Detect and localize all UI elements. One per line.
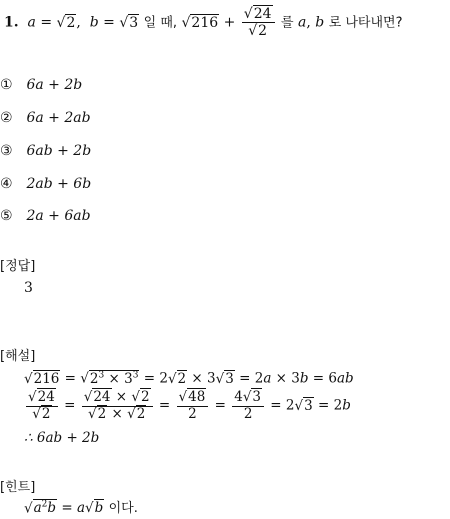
question-lead: 일 때,	[143, 15, 178, 31]
explanation-conclusion: ∴ 6ab + 2b	[24, 430, 100, 446]
question-tail: 를	[280, 15, 294, 31]
choice-expr: 2a + 6ab	[26, 208, 91, 224]
choice-mark: ②	[0, 110, 13, 126]
choice-expr: 6a + 2b	[26, 77, 83, 93]
choice-expr: 2ab + 6b	[26, 176, 92, 192]
choice-expr: 6ab + 2b	[26, 143, 92, 159]
choice-mark: ①	[0, 77, 13, 93]
choice-1[interactable]	[0, 77, 82, 93]
choice-expr: 6a + 2ab	[26, 110, 91, 126]
explanation-line-1: $√216 = √2^3 \times 3^3 = 2√2 \times 3√3 = 2a \times 3b = 6ab$	[24, 370, 354, 387]
hint-header: [힌트]	[0, 480, 36, 495]
question-number: 1.	[4, 14, 19, 31]
question-fraction: $\frac{√24}{√2}$	[242, 6, 275, 39]
choice-5[interactable]	[0, 208, 91, 224]
hint-line: $√a^2b = a√b$ 이다.	[24, 499, 138, 516]
choice-mark: ⑤	[0, 208, 13, 224]
choice-3[interactable]	[0, 143, 91, 159]
question-tail2: 로 나타내면?	[328, 15, 403, 31]
choice-mark: ④	[0, 176, 13, 192]
choice-mark: ③	[0, 143, 13, 159]
answer-value: 3	[24, 280, 33, 296]
explanation-header: [해설]	[0, 349, 36, 364]
choice-2[interactable]	[0, 110, 91, 126]
hint-suffix: 이다.	[108, 501, 138, 516]
explanation-line-2: $\frac{√24}{√2}$ = $\frac{√24 \times √2}{√2 \times √2}$ = $\frac{√48}{2}$ = $\frac{4√3}{2}$ = 2√3 = 2b	[28, 389, 351, 422]
answer-header: [정답]	[0, 259, 36, 274]
question-line: 1. a = √2, b = √3 일 때, √216 + $\frac{√24}{√2}$ 를 a, b 로 나타내면?	[4, 6, 403, 40]
choice-4[interactable]	[0, 176, 91, 192]
